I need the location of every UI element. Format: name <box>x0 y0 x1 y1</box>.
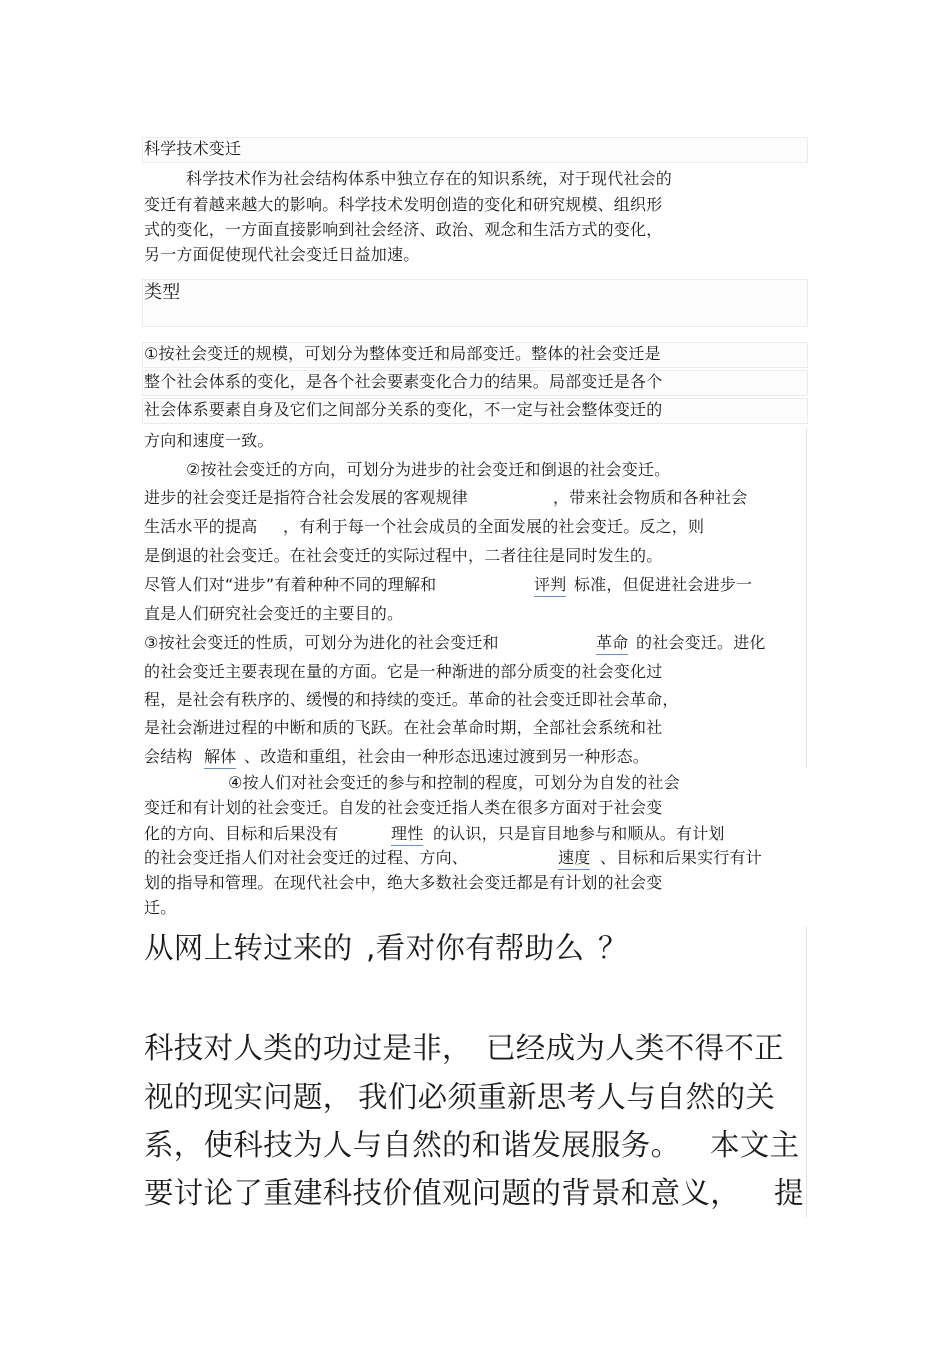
big-para-line-3a: 系，使科技为人与自然的和谐发展服务。 <box>144 1128 681 1162</box>
margin-line-lower <box>806 926 807 1218</box>
type4-line-4a: 的社会变迁指人们对社会变迁的过程、方向、 <box>144 848 469 867</box>
type3-line-5b: 、改造和重组，社会由一种形态迅速过渡到另一种形态。 <box>244 747 650 766</box>
type1-line-1: ①按社会变迁的规模，可划分为整体变迁和局部变迁。整体的社会变迁是 <box>144 344 661 363</box>
type3-line-2: 的社会变迁主要表现在量的方面。它是一种渐进的部分质变的社会变化过 <box>144 662 663 681</box>
big-para-line-4a: 要讨论了重建科技价值观问题的背景和意义， <box>144 1176 741 1210</box>
title-field-box <box>142 137 808 163</box>
types-heading-box <box>142 279 808 327</box>
type1-line-4: 方向和速度一致。 <box>144 431 274 450</box>
note-part-b: ,看对你有帮助么 <box>366 931 585 965</box>
intro-line-4: 另一方面促使现代社会变迁日益加速。 <box>144 245 420 264</box>
type3-line-5a: 会结构 <box>144 747 193 766</box>
type2-line-2a: 进步的社会变迁是指符合社会发展的客观规律 <box>144 488 469 507</box>
underlined-term-pingpan: 评判 <box>534 574 566 597</box>
type2-line-3a: 生活水平的提高 <box>144 517 258 536</box>
type2-line-3b: ，有利于每一个社会成员的全面发展的社会变迁。反之，则 <box>283 517 705 536</box>
type2-line-6: 直是人们研究社会变迁的主要目的。 <box>144 604 404 623</box>
type3-line-1b: 的社会变迁。进化 <box>636 633 766 652</box>
type4-line-3b: 的认识，只是盲目地参与和顺从。有计划 <box>433 824 725 843</box>
big-para-line-3b: 本文主 <box>710 1128 800 1162</box>
section-title: 科学技术变迁 <box>144 139 242 158</box>
note-part-a: 从网上转过来的 <box>144 931 353 965</box>
type2-line-5b: 标准，但促进社会进步一 <box>574 575 753 594</box>
big-para-line-2b: 我们必须重新思考人与自然的关 <box>358 1080 776 1114</box>
type1-line-2: 整个社会体系的变化，是各个社会要素变化合力的结果。局部变迁是各个 <box>144 372 663 391</box>
type4-line-3a: 化的方向、目标和后果没有 <box>144 824 339 843</box>
type4-line-1: ④按人们对社会变迁的参与和控制的程度，可划分为自发的社会 <box>228 773 680 792</box>
note-part-c: ？ <box>598 931 628 965</box>
margin-line <box>806 428 807 768</box>
type2-line-1: ②按社会变迁的方向，可划分为进步的社会变迁和倒退的社会变迁。 <box>186 460 671 479</box>
type3-line-4: 是社会渐进过程的中断和质的飞跃。在社会革命时期，全部社会系统和社 <box>144 718 663 737</box>
type3-line-3: 程，是社会有秩序的、缓慢的和持续的变迁。革命的社会变迁即社会革命， <box>144 690 679 709</box>
type4-line-6: 迁。 <box>144 898 177 917</box>
big-para-line-1b: 已经成为人类不得不正 <box>486 1031 785 1065</box>
intro-line-1: 科学技术作为社会结构体系中独立存在的知识系统，对于现代社会的 <box>186 169 673 188</box>
type2-line-5a: 尽管人们对“进步”有着种种不同的理解和 <box>144 575 437 594</box>
type1-line-3: 社会体系要素自身及它们之间部分关系的变化，不一定与社会整体变迁的 <box>144 400 663 419</box>
underlined-term-jieti: 解体 <box>204 746 236 769</box>
type2-line-2b: ，带来社会物质和各种社会 <box>553 488 748 507</box>
intro-line-3: 式的变化，一方面直接影响到社会经济、政治、观念和生活方式的变化， <box>144 220 663 239</box>
type3-line-1a: ③按社会变迁的性质，可划分为进化的社会变迁和 <box>144 633 499 652</box>
big-para-line-4b: 提 <box>774 1176 804 1210</box>
underlined-term-lixing: 理性 <box>391 823 423 846</box>
type4-line-2: 变迁和有计划的社会变迁。自发的社会变迁指人类在很多方面对于社会变 <box>144 798 663 817</box>
intro-line-2: 变迁有着越来越大的影响。科学技术发明创造的变化和研究规模、组织形 <box>144 195 663 214</box>
underlined-term-sudu: 速度 <box>558 847 590 870</box>
big-para-line-2a: 视的现实问题， <box>144 1080 353 1114</box>
type4-line-4b: 、目标和后果实行有计 <box>600 848 763 867</box>
big-para-line-1a: 科技对人类的功过是非， <box>144 1031 472 1065</box>
types-heading: 类型 <box>144 282 181 303</box>
type2-line-4: 是倒退的社会变迁。在社会变迁的实际过程中，二者往往是同时发生的。 <box>144 546 663 565</box>
underlined-term-geming: 革命 <box>596 632 628 655</box>
type4-line-5: 划的指导和管理。在现代社会中，绝大多数社会变迁都是有计划的社会变 <box>144 873 663 892</box>
